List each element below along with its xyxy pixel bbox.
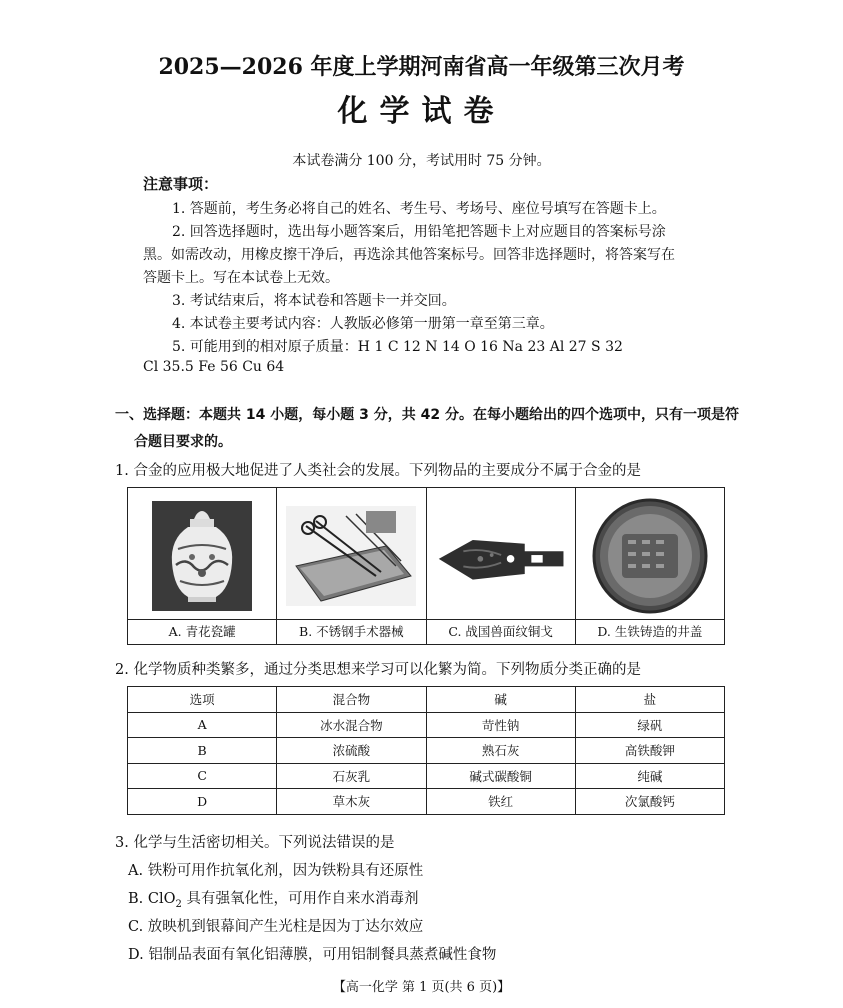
table-cell: 石灰乳 [277, 763, 426, 789]
option-d-cell [576, 488, 724, 644]
option-b-cell [277, 488, 426, 644]
table-header-cell: 混合物 [277, 687, 426, 713]
manhole-cover-image [584, 496, 716, 616]
table-cell: 熟石灰 [426, 738, 575, 764]
section-heading-line2: 合题目要求的。 [134, 434, 232, 450]
surgical-instruments-image [285, 496, 417, 616]
notice-line-7: 5. 可能用到的相对原子质量：H 1 C 12 N 14 O 16 Na 23 Al 27 S 32 [172, 339, 623, 355]
question-3-option-a: A. 铁粉可用作抗氧化剂，因为铁粉具有还原性 [128, 863, 424, 879]
notice-line-2: 2. 回答选择题时，选出每小题答案后，用铅笔把答题卡上对应题目的答案标号涂 [172, 224, 666, 240]
option-d-caption: D. 生铁铸造的井盖 [576, 619, 724, 644]
question-2-stem: 2. 化学物质种类繁多，通过分类思想来学习可以化繁为简。下列物质分类正确的是 [115, 662, 641, 678]
table-row [128, 789, 725, 815]
question-1-image-table [127, 487, 725, 645]
question-1-stem: 1. 合金的应用极大地促进了人类社会的发展。下列物品的主要成分不属于合金的是 [115, 463, 641, 479]
table-cell: 纯碱 [575, 763, 724, 789]
notice-line-3: 黑。如需改动，用橡皮擦干净后，再选涂其他答案标号。回答非选择题时，将答案写在 [143, 247, 675, 263]
option-c-caption: C. 战国兽面纹铜戈 [427, 619, 575, 644]
table-cell: D [128, 789, 277, 815]
notice-line-1: 1. 答题前，考生务必将自己的姓名、考生号、考场号、座位号填写在答题卡上。 [172, 201, 666, 217]
table-cell: 铁红 [426, 789, 575, 815]
question-3-option-d: D. 铝制品表面有氧化铝薄膜，可用铝制餐具蒸煮碱性食物 [128, 947, 497, 963]
option-a-cell [128, 488, 277, 644]
table-header-cell: 选项 [128, 687, 277, 713]
table-cell: 高铁酸钾 [575, 738, 724, 764]
question-3-option-b [128, 887, 418, 910]
table-cell: 草木灰 [277, 789, 426, 815]
table-cell: B [128, 738, 277, 764]
table-cell: A [128, 712, 277, 738]
table-cell: C [128, 763, 277, 789]
table-cell: 冰水混合物 [277, 712, 426, 738]
option-a-caption: A. 青花瓷罐 [128, 619, 276, 644]
table-header-cell: 盐 [575, 687, 724, 713]
bronze-ge-image [435, 496, 567, 616]
page-footer: 【高一化学 第 1 页(共 6 页)】 [332, 980, 511, 995]
table-header-row [128, 687, 725, 713]
porcelain-jar-image [136, 496, 268, 616]
classification-table [127, 686, 725, 815]
table-row [128, 763, 725, 789]
section-heading-line1: 一、选择题：本题共 14 小题，每小题 3 分，共 42 分。在每小题给出的四个选项中，只有一项是符 [115, 407, 739, 423]
table-cell: 苛性钠 [426, 712, 575, 738]
table-row [128, 738, 725, 764]
exam-title: 2025—2026 年度上学期河南省高一年级第三次月考 [158, 54, 685, 80]
option-b-text-pre: B. ClO [128, 891, 176, 907]
notice-line-5: 3. 考试结束后，将本试卷和答题卡一并交回。 [172, 293, 456, 309]
table-cell: 次氯酸钙 [575, 789, 724, 815]
notice-heading: 注意事项： [143, 175, 219, 193]
notice-line-6: 4. 本试卷主要考试内容：人教版必修第一册第一章至第三章。 [172, 316, 554, 332]
option-b-text-post: 具有强氧化性，可用作自来水消毒剂 [181, 891, 419, 907]
option-b-subscript: 2 [175, 898, 182, 910]
notice-line-8: Cl 35.5 Fe 56 Cu 64 [143, 359, 285, 375]
table-row [128, 712, 725, 738]
table-cell: 碱式碳酸铜 [426, 763, 575, 789]
question-3-stem: 3. 化学与生活密切相关。下列说法错误的是 [115, 835, 395, 851]
table-cell: 浓硫酸 [277, 738, 426, 764]
table-header-cell: 碱 [426, 687, 575, 713]
table-cell: 绿矾 [575, 712, 724, 738]
subject-title: 化学试卷 [337, 94, 506, 129]
exam-info: 本试卷满分 100 分，考试用时 75 分钟。 [292, 153, 551, 169]
question-3-option-c: C. 放映机到银幕间产生光柱是因为丁达尔效应 [128, 919, 424, 935]
notice-line-4: 答题卡上。写在本试卷上无效。 [143, 270, 339, 286]
option-c-cell [427, 488, 576, 644]
option-b-caption: B. 不锈钢手术器械 [277, 619, 425, 644]
